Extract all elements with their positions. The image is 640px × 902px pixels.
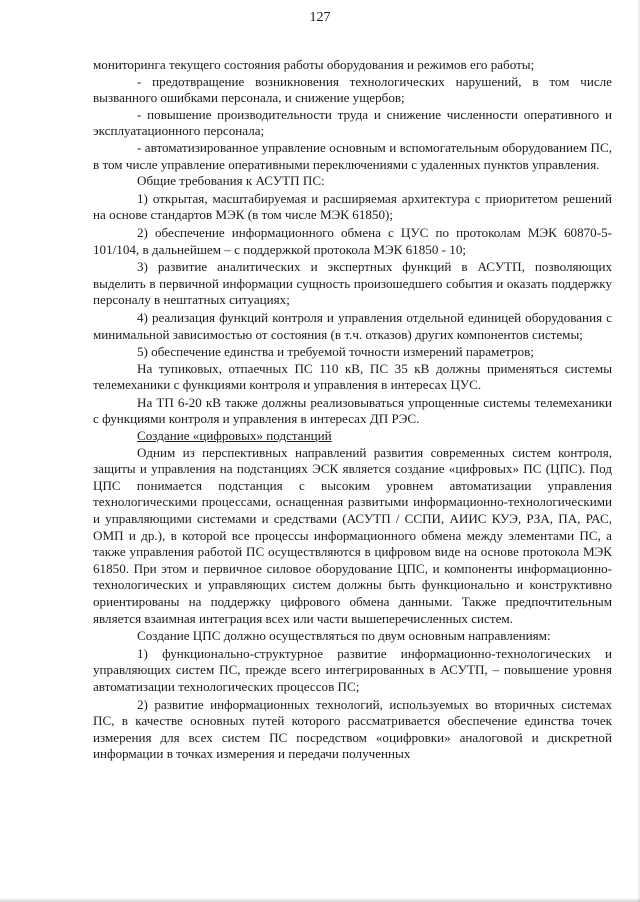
list-item-dash: - автоматизированное управление основным и вспомогательным оборудованием ПС, в том числе управление оперативными переключениями с удаленных пунктов управления. — [93, 139, 612, 172]
requirement-item: 4) реализация функций контроля и управления отдельной единицей оборудования с минимальной зависимостью от состояния (в т.ч. отказов) других компонентов системы; — [93, 309, 612, 342]
paragraph: Создание ЦПС должно осуществляться по двум основным направлениям: — [137, 628, 551, 644]
section-heading: Создание «цифровых» подстанций — [137, 428, 332, 444]
requirement-item: 5) обеспечение единства и требуемой точности измерений параметров; — [137, 344, 534, 360]
page-number: 127 — [309, 10, 331, 25]
paragraph-continuation: мониторинга текущего состояния работы оборудования и режимов его работы; — [93, 57, 535, 72]
requirement-item: 2) обеспечение информационного обмена с ЦУС по протоколам МЭК 60870-5-101/104, в дальнейшем – с поддержкой протокола МЭК 61850 - 10; — [93, 224, 612, 257]
list-item-dash: - повышение производительности труда и снижение численности оперативного и эксплуатационного персонала; — [93, 106, 612, 139]
direction-item: 1) функционально-структурное развитие информационно-технологических и управляющих систем ПС, прежде всего интегрированных в АСУТП, – повышение уровня автоматизации технологических процессов ПС; — [93, 645, 612, 694]
scan-bottom-shadow — [0, 898, 640, 902]
requirements-heading: Общие требования к АСУТП ПС: — [137, 173, 325, 189]
direction-item: 2) развитие информационных технологий, используемых во вторичных системах ПС, в качестве основных путей которого рассматривается обеспечение единства точек измерения для всех систем ПС посредством «оцифровки» аналоговой и дискретной информации в точках измерения и передачи полученных — [93, 696, 612, 762]
paragraph: Одним из перспективных направлений развития современных систем контроля, защиты и управления на подстанциях ЭСК является создание «цифровых» ПС (ЦПС). Под ЦПС понимается подстанция с высоким уровнем автоматизации управления технологическими процессами, оснащенная развитыми информационно-технологическими и управляющими системами и средствами (АСУТП / ССПИ, АИИС КУЭ, РЗА, ПА, РАС, ОМП и др.), в которой все процессы информационного обмена между элементами ПС, а также управления работой ПС осуществляются в цифровом виде на основе протокола МЭК 61850. При этом и первичное силовое оборудование ЦПС, и компоненты информационно-технологических и управляющих систем должны быть функционально и конструктивно ориентированы на поддержку цифрового обмена данными. Также предпочтительным является взаимная интеграция всех или части вышеперечисленных систем. — [93, 444, 612, 626]
paragraph: На ТП 6-20 кВ также должны реализовываться упрощенные системы телемеханики с функциями контроля и управления в интересах ДП РЭС. — [93, 394, 612, 427]
document-body — [93, 57, 612, 763]
requirement-item: 1) открытая, масштабируемая и расширяемая архитектура с приоритетом решений на основе стандартов МЭК (в том числе МЭК 61850); — [93, 190, 612, 223]
paragraph: На тупиковых, отпаечных ПС 110 кВ, ПС 35 кВ должны применяться системы телемеханики с функциями контроля и управления в интересах ЦУС. — [93, 360, 612, 393]
list-item-dash: - предотвращение возникновения технологических нарушений, в том числе вызванного ошибками персонала, и снижение ущербов; — [93, 73, 612, 106]
requirement-item: 3) развитие аналитических и экспертных функций в АСУТП, позволяющих выделить в первичной информации сущность произошедшего события и оказать поддержку персоналу в нештатных ситуациях; — [93, 259, 612, 308]
